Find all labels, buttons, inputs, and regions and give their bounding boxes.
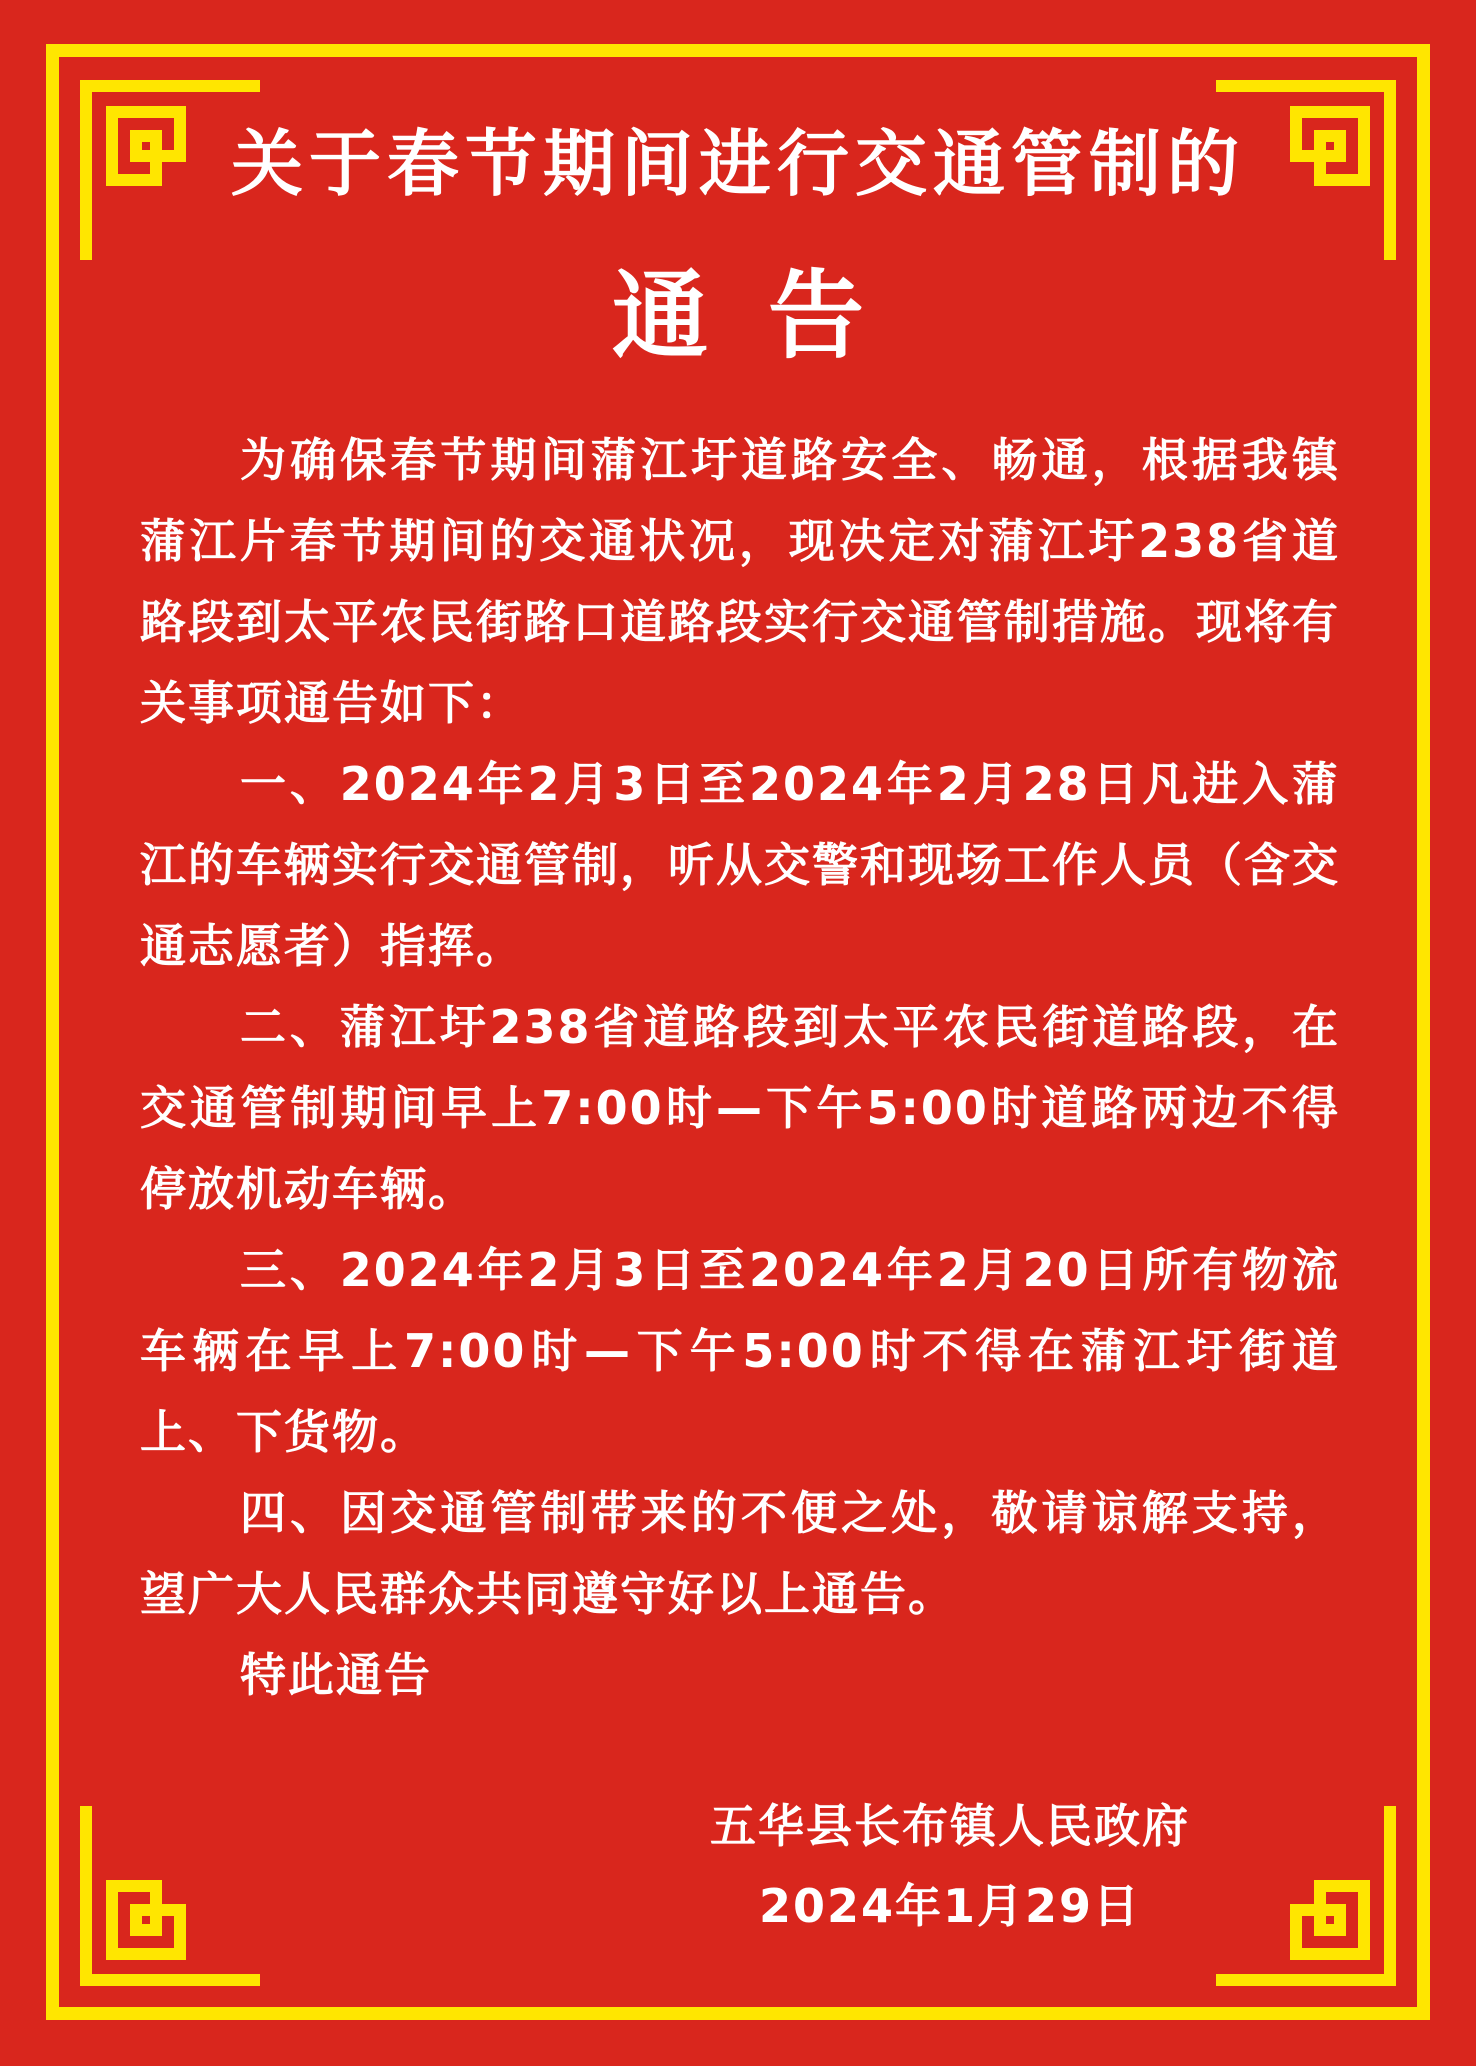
notice-signature [640,1786,1260,1946]
notice-paragraph-item-4: 四、因交通管制带来的不便之处，敬请谅解支持，望广大人民群众共同遵守好以上通告。 [140,1486,1340,1621]
notice-body [140,420,1340,1716]
chinese-fret-corner-icon [80,1796,270,1986]
issuer-name: 五华县长布镇人民政府 [710,1799,1190,1853]
issue-date: 2024年1月29日 [758,1879,1142,1933]
notice-title: 关于春节期间进行交通管制的 [230,122,1245,206]
notice-paragraph-closing: 特此通告 [240,1648,432,1702]
notice-subtitle: 通告 [612,260,924,372]
notice-paragraph-item-3: 三、2024年2月3日至2024年2月20日所有物流车辆在早上7:00时—下午5:00时不得在蒲江圩街道上、下货物。 [140,1243,1340,1459]
notice-paragraph-intro: 为确保春节期间蒲江圩道路安全、畅通，根据我镇蒲江片春节期间的交通状况，现决定对蒲江圩238省道路段到太平农民街路口道路段实行交通管制措施。现将有关事项通告如下： [140,433,1340,730]
notice-paragraph-item-1: 一、2024年2月3日至2024年2月28日凡进入蒲江的车辆实行交通管制，听从交警和现场工作人员（含交通志愿者）指挥。 [140,757,1340,973]
notice-paragraph-item-2: 二、蒲江圩238省道路段到太平农民街道路段，在交通管制期间早上7:00时—下午5:00时道路两边不得停放机动车辆。 [140,1000,1340,1216]
